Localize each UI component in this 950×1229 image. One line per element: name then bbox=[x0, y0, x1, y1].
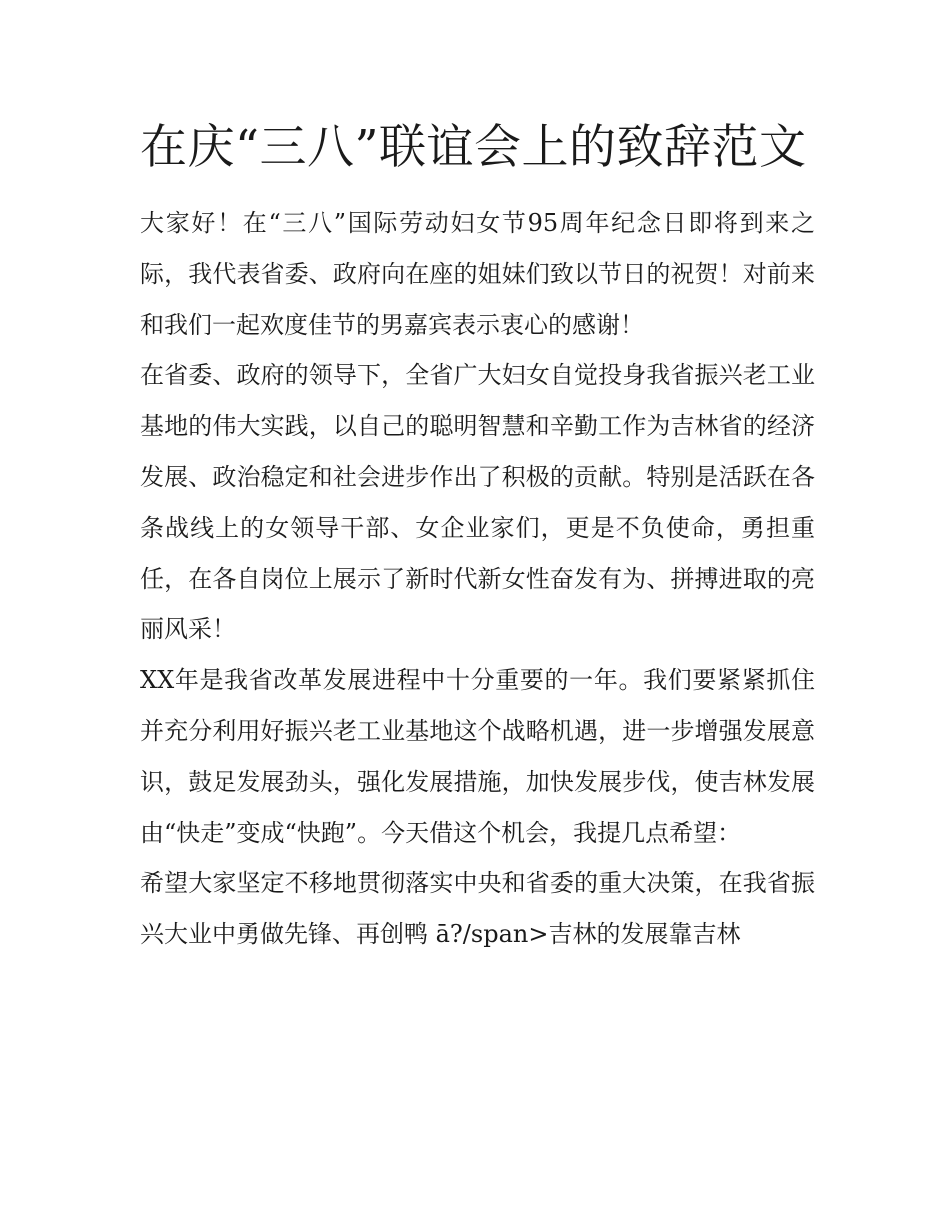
document-page bbox=[140, 112, 815, 960]
document-title: 在庆“三八”联谊会上的致辞范文 bbox=[140, 120, 807, 175]
paragraph-development: XX年是我省改革发展进程中十分重要的一年。我们要紧紧抓住并充分利用好振兴老工业基地这个战略机遇，进一步增强发展意识，鼓足发展劲头，强化发展措施，加快发展步伐，使吉林发展由“快走”变成“快跑”。今天借这个机会，我提几点希望： bbox=[140, 666, 815, 847]
paragraph-hopes: 希望大家坚定不移地贯彻落实中央和省委的重大决策，在我省振兴大业中勇做先锋、再创鸭 ā?/span>吉林的发展靠吉林 bbox=[140, 869, 815, 949]
paragraph-achievements: 在省委、政府的领导下，全省广大妇女自觉投身我省振兴老工业基地的伟大实践，以自己的聪明智慧和辛勤工作为吉林省的经济发展、政治稳定和社会进步作出了积极的贡献。特别是活跃在各条战线上的女领导干部、女企业家们，更是不负使命，勇担重任，在各自岗位上展示了新时代新女性奋发有为、拼搏进取的亮丽风采！ bbox=[140, 361, 815, 644]
paragraph-greeting: 大家好！在“三八”国际劳动妇女节95周年纪念日即将到来之际，我代表省委、政府向在座的姐妹们致以节日的祝贺！对前来和我们一起欢度佳节的男嘉宾表示衷心的感谢！ bbox=[140, 209, 815, 339]
